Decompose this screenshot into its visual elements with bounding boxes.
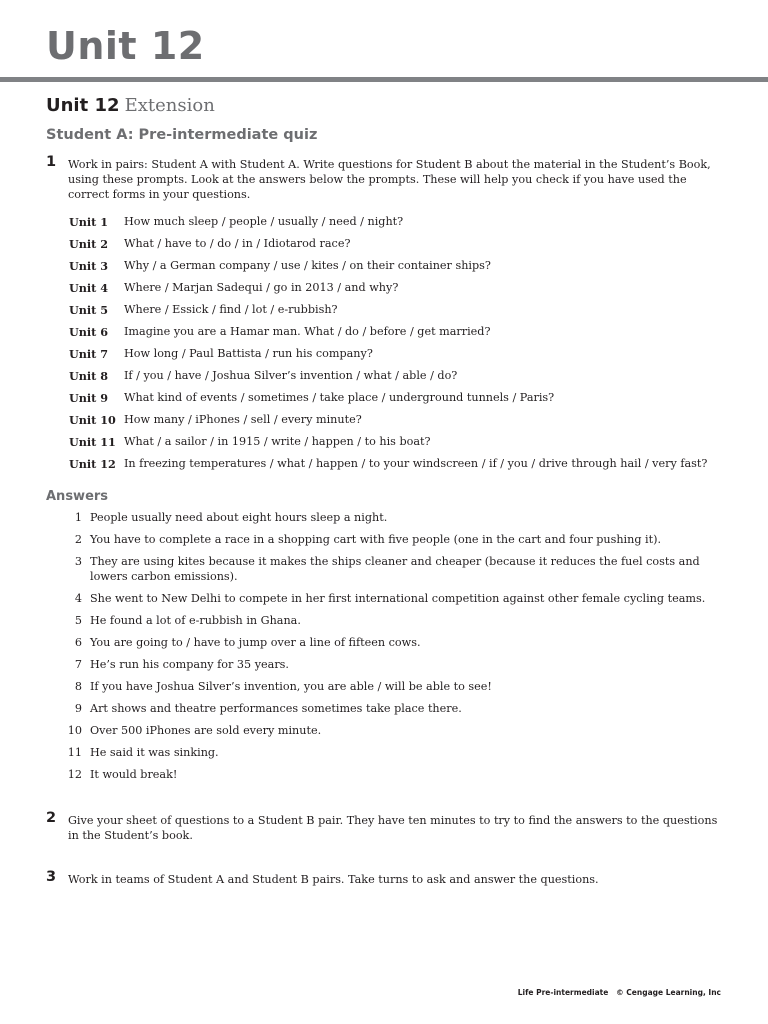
prompt-unit-label: Unit 8 xyxy=(69,369,108,383)
section-title xyxy=(46,95,215,116)
answer-text: Over 500 iPhones are sold every minute. xyxy=(90,724,322,737)
prompt-item xyxy=(69,411,759,433)
answer-list xyxy=(46,510,726,789)
answer-number: 4 xyxy=(74,592,82,605)
answer-number: 2 xyxy=(74,533,82,546)
answer-item xyxy=(46,532,726,547)
prompt-unit-label: Unit 4 xyxy=(69,281,108,295)
answer-number: 8 xyxy=(74,680,82,693)
prompt-text: If / you / have / Joshua Silver’s invention / what / able / do? xyxy=(124,369,458,382)
answer-item xyxy=(46,554,726,584)
answer-item xyxy=(46,510,726,525)
prompt-text: How much sleep / people / usually / need / night? xyxy=(124,215,404,228)
prompt-text: Where / Marjan Sadequi / go in 2013 / and why? xyxy=(124,281,399,294)
answer-number: 3 xyxy=(74,555,82,568)
answer-number: 9 xyxy=(74,702,82,715)
task-number: 1 xyxy=(46,154,57,170)
header-divider xyxy=(0,77,768,82)
answer-item xyxy=(46,591,726,606)
quiz-subtitle: Student A: Pre-intermediate quiz xyxy=(46,127,318,143)
prompt-text: In freezing temperatures / what / happen / to your windscreen / if / you / drive through hail / very fast? xyxy=(124,457,708,470)
prompt-text: What / a sailor / in 1915 / write / happen / to his boat? xyxy=(124,435,431,448)
answer-text: She went to New Delhi to compete in her first international competition against other female cycling teams. xyxy=(90,592,706,605)
prompt-text: What / have to / do / in / Idiotarod race? xyxy=(124,237,351,250)
prompt-item xyxy=(69,301,759,323)
prompt-item xyxy=(69,323,759,345)
prompt-unit-label: Unit 7 xyxy=(69,347,108,361)
prompt-unit-label: Unit 12 xyxy=(69,457,116,471)
answer-number: 1 xyxy=(74,511,82,524)
prompt-unit-label: Unit 10 xyxy=(69,413,116,427)
prompt-unit-label: Unit 9 xyxy=(69,391,108,405)
answer-number: 5 xyxy=(74,614,82,627)
answer-text: Art shows and theatre performances sometimes take place there. xyxy=(90,702,462,715)
prompt-text: Where / Essick / find / lot / e-rubbish? xyxy=(124,303,338,316)
answer-text: People usually need about eight hours sleep a night. xyxy=(90,511,388,524)
answer-number: 10 xyxy=(67,724,82,737)
section-unit-label: Unit 12 xyxy=(46,95,120,116)
answer-text: You have to complete a race in a shopping cart with five people (one in the cart and four pushing it). xyxy=(90,533,662,546)
prompt-text: How many / iPhones / sell / every minute? xyxy=(124,413,362,426)
prompt-item xyxy=(69,345,759,367)
answer-item xyxy=(46,701,726,716)
answer-text: He said it was sinking. xyxy=(90,746,219,759)
prompt-item xyxy=(69,367,759,389)
answer-item xyxy=(46,613,726,628)
answer-item xyxy=(46,635,726,650)
task-number: 2 xyxy=(46,810,57,826)
prompt-item xyxy=(69,235,759,257)
answer-text: If you have Joshua Silver’s invention, you are able / will be able to see! xyxy=(90,680,492,693)
task-instruction: Work in teams of Student A and Student B pairs. Take turns to ask and answer the questions. xyxy=(68,873,599,886)
answer-item xyxy=(46,657,726,672)
prompt-item xyxy=(69,433,759,455)
prompt-unit-label: Unit 5 xyxy=(69,303,108,317)
prompt-unit-label: Unit 3 xyxy=(69,259,108,273)
answer-number: 12 xyxy=(67,768,82,781)
prompt-unit-label: Unit 6 xyxy=(69,325,108,339)
answer-text: He’s run his company for 35 years. xyxy=(90,658,289,671)
answer-text: It would break! xyxy=(90,768,178,781)
prompt-unit-label: Unit 2 xyxy=(69,237,108,251)
task-number: 3 xyxy=(46,869,57,885)
answer-number: 6 xyxy=(74,636,82,649)
prompt-item xyxy=(69,257,759,279)
answer-item xyxy=(46,745,726,760)
prompt-unit-label: Unit 11 xyxy=(69,435,116,449)
answer-text: You are going to / have to jump over a line of fifteen cows. xyxy=(90,636,421,649)
prompt-item xyxy=(69,389,759,411)
answer-number: 11 xyxy=(67,746,82,759)
task-instruction: Give your sheet of questions to a Student B pair. They have ten minutes to try to find the answers to the questions in the Student’s book. xyxy=(68,814,718,842)
answers-heading: Answers xyxy=(46,489,109,504)
answer-item xyxy=(46,723,726,738)
prompt-item xyxy=(69,279,759,301)
answer-text: They are using kites because it makes the ships cleaner and cheaper (because it reduces the fuel costs and lowers carbon emissions). xyxy=(90,555,700,583)
page-footer xyxy=(518,988,721,997)
answer-item xyxy=(46,767,726,782)
prompt-list xyxy=(69,213,759,477)
prompt-unit-label: Unit 1 xyxy=(69,215,108,229)
prompt-text: How long / Paul Battista / run his company? xyxy=(124,347,373,360)
answer-number: 7 xyxy=(74,658,82,671)
prompt-text: What kind of events / sometimes / take place / underground tunnels / Paris? xyxy=(124,391,555,404)
footer-book-title: Life Pre-intermediate xyxy=(517,988,609,997)
section-extension-label: Extension xyxy=(124,95,215,116)
prompt-text: Why / a German company / use / kites / on their container ships? xyxy=(124,259,491,272)
footer-copyright: © Cengage Learning, Inc xyxy=(616,988,721,997)
prompt-item xyxy=(69,213,759,235)
answer-text: He found a lot of e-rubbish in Ghana. xyxy=(90,614,301,627)
prompt-item xyxy=(69,455,759,477)
prompt-text: Imagine you are a Hamar man. What / do / before / get married? xyxy=(124,325,491,338)
page-header-title: Unit 12 xyxy=(46,24,205,68)
answer-item xyxy=(46,679,726,694)
task-instruction: Work in pairs: Student A with Student A. Write questions for Student B about the material in the Student’s Book, using these prompts. Look at the answers below the prompts. These will help you check if you have used the correct forms in your questions. xyxy=(68,158,711,201)
